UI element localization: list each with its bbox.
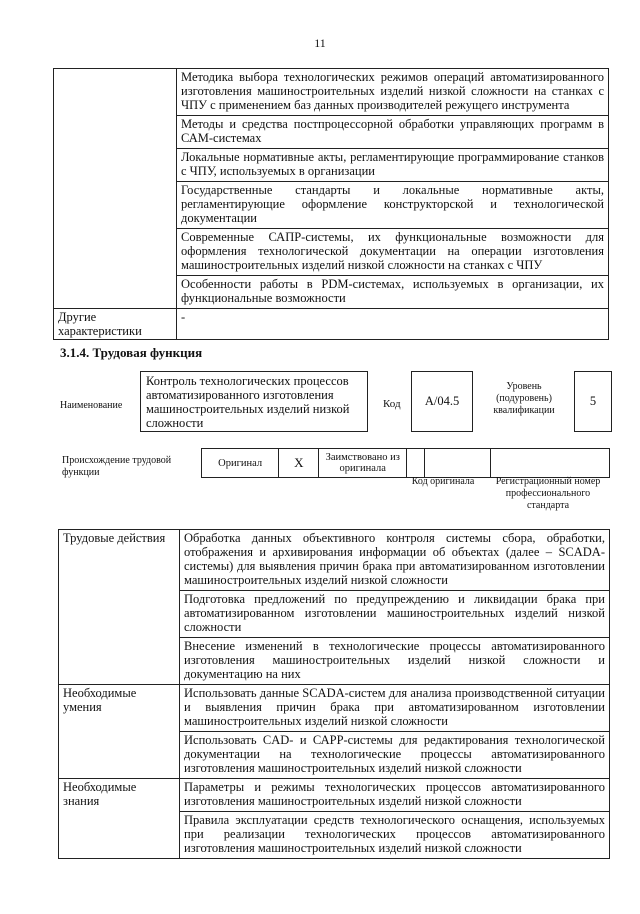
original-cell: Оригинал [202,449,279,478]
reg-number-cell [491,449,610,478]
table-row [54,309,609,340]
table-cell: Методы и средства постпроцессорной обработки управляющих программ в САМ-системах [177,116,609,149]
original-mark-cell: X [279,449,319,478]
table-row [59,779,610,812]
table-cell: Параметры и режимы технологических процессов автоматизированного изготовления машиностроительных изделий низкой сложности [180,779,610,812]
origin-table [201,448,610,478]
table-cell: Правила эксплуатации средств технологического оснащения, используемых при реализации технологических процессов автоматизированного изготовления машиностроительных изделий низкой сложности [180,812,610,859]
function-code-box: A/04.5 [411,371,473,432]
knowledge-label: Необходимые знания [59,779,180,859]
labor-function-table [58,529,610,859]
table-cell: Обработка данных объективного контроля системы сбора, обработки, отображения и архивирования информации об объектах (далее – SCADA-системы) для выявления причин брака при автоматизированном изготовлении машиностроительных изделий низкой сложности [180,530,610,591]
borrowed-cell: Заимствовано из оригинала [319,449,407,478]
section-heading: 3.1.4. Трудовая функция [60,345,203,360]
table-cell: Использовать CAD- и САРР-системы для редактирования технологической документации на технологические процессы автоматизированного изготовления машиностроительных изделий низкой сложности [180,732,610,779]
qualification-level-box: 5 [574,371,612,432]
knowledge-continuation-table [53,68,609,340]
table-row [59,530,610,591]
table-cell: Современные САПР-системы, их функциональные возможности для оформления технологической документации на операции изготовления машиностроительных изделий низкой сложности на станках с ЧПУ [177,229,609,276]
original-code-caption: Код оригинала [411,476,475,487]
table-cell: Особенности работы в PDM-системах, используемых в организации, их функциональные возможности [177,276,609,309]
table-cell: Использовать данные SCADA-систем для анализа производственной ситуации и выявления причин брака при автоматизированном изготовлении машиностроительных изделий низкой сложности [180,685,610,732]
table-cell: Методика выбора технологических режимов операций автоматизированного изготовления машиностроительных изделий низкой сложности на станках с ЧПУ с применением баз данных производителей режущего инструмента [177,69,609,116]
code-label: Код [383,398,401,410]
qualification-level-label: Уровень (подуровень) квалификации [493,381,555,416]
other-characteristics-value: - [177,309,609,340]
empty-label-cell [54,69,177,309]
function-name-box: Контроль технологических процессов автоматизированного изготовления машиностроительных изделий низкой сложности [140,371,368,432]
other-characteristics-label: Другие характеристики [54,309,177,340]
page-number: 11 [314,36,326,50]
skills-label: Необходимые умения [59,685,180,779]
table-cell: Локальные нормативные акты, регламентирующие программирование станков с ЧПУ, используемых в организации [177,149,609,182]
name-label: Наименование [60,400,123,411]
table-row [59,685,610,732]
origin-label: Происхождение трудовой функции [62,455,172,478]
table-row [202,449,610,478]
table-cell: Внесение изменений в технологические процессы автоматизированного изготовления машиностроительных изделий низкой сложности и документацию на них [180,638,610,685]
table-cell: Подготовка предложений по предупреждению и ликвидации брака при автоматизированном изготовлении машиностроительных изделий низкой сложности [180,591,610,638]
reg-number-caption: Регистрационный номер профессионального стандарта [495,476,601,511]
table-cell: Государственные стандарты и локальные нормативные акты, регламентирующие оформление конструкторской и технологической документации [177,182,609,229]
borrowed-mark-cell [407,449,425,478]
original-code-cell [424,449,491,478]
table-row [54,69,609,116]
actions-label: Трудовые действия [59,530,180,685]
